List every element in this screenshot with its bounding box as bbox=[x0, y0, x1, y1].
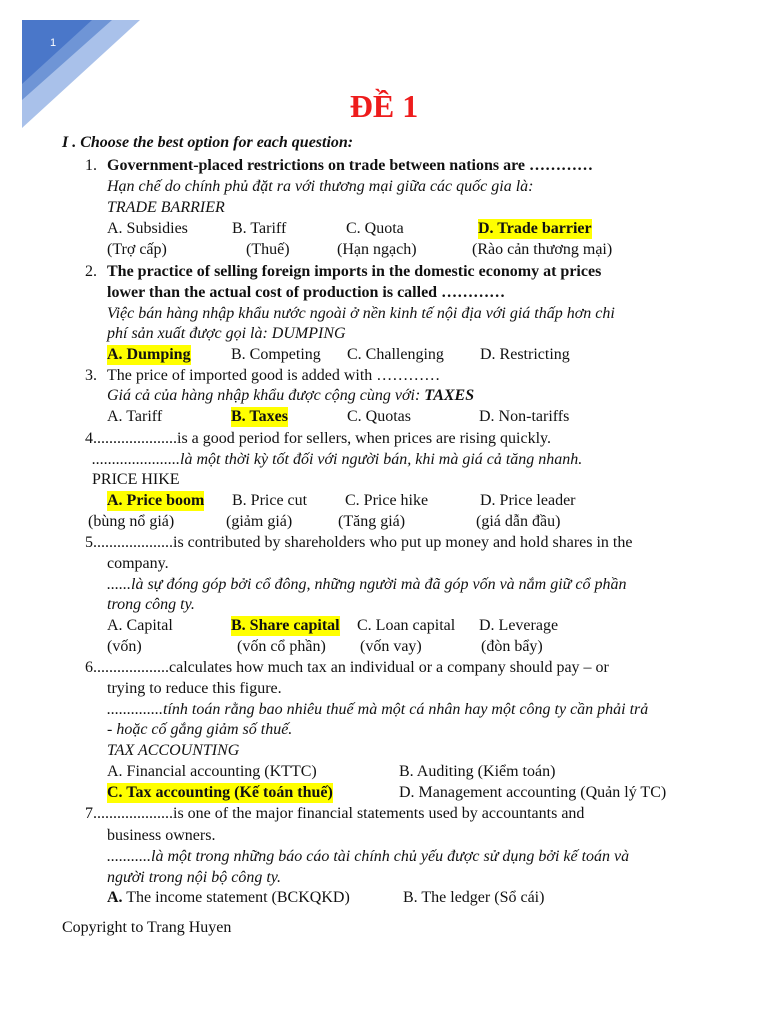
q7-option-b: B. The ledger (Sổ cái) bbox=[403, 889, 545, 906]
q7-vi-line1: ...........là một trong những báo cáo tài chính chủ yếu được sử dụng bởi kế toán và bbox=[107, 848, 630, 865]
q7-option-a: A. The income statement (BCKQKD) bbox=[107, 889, 350, 906]
q5-vi-option-c: (vốn vay) bbox=[360, 638, 422, 655]
q7-vi-line2: người trong nội bộ công ty. bbox=[107, 869, 281, 886]
q5-option-d: D. Leverage bbox=[479, 617, 559, 634]
q4-vi-option-c: (Tăng giá) bbox=[338, 513, 406, 530]
q5-option-c: C. Loan capital bbox=[357, 617, 456, 634]
q4-answer: PRICE HIKE bbox=[92, 471, 180, 488]
q2-number: 2. bbox=[85, 263, 97, 280]
q5-text-line2: company. bbox=[107, 555, 169, 572]
q6-vi-line2: - hoặc cố gắng giảm số thuế. bbox=[107, 721, 293, 738]
q1-answer: TRADE BARRIER bbox=[107, 199, 225, 216]
q4-vi-option-d: (giá dẫn đầu) bbox=[476, 513, 561, 530]
q1-vi-option-b: (Thuế) bbox=[246, 241, 290, 258]
q6-text-line1: 6...................calculates how much tax an individual or a company should pay – or bbox=[85, 659, 609, 676]
q2-option-b: B. Competing bbox=[231, 346, 321, 363]
q5-vi-line2: trong công ty. bbox=[107, 596, 195, 613]
q6-text-line2: trying to reduce this figure. bbox=[107, 680, 282, 697]
q1-option-c: C. Quota bbox=[346, 220, 404, 237]
q6-answer: TAX ACCOUNTING bbox=[107, 742, 240, 759]
q3-option-d: D. Non-tariffs bbox=[479, 408, 570, 425]
q7-text-line2: business owners. bbox=[107, 827, 216, 844]
q4-option-d: D. Price leader bbox=[480, 492, 576, 509]
q1-option-b: B. Tariff bbox=[232, 220, 287, 237]
q5-vi-option-d: (đòn bẩy) bbox=[481, 638, 543, 655]
q2-vi-line2: phí sản xuất được gọi là: DUMPING bbox=[107, 325, 346, 342]
q2-text-line2: lower than the actual cost of production is called ………… bbox=[107, 284, 506, 301]
q5-option-b: B. Share capital bbox=[231, 617, 340, 634]
q3-option-b: B. Taxes bbox=[231, 408, 288, 425]
q5-text-line1: 5....................is contributed by shareholders who put up money and hold shares in the bbox=[85, 534, 633, 551]
q5-vi-line1: ......là sự đóng góp bởi cổ đông, những người mà đã góp vốn và nắm giữ cổ phần bbox=[107, 576, 627, 593]
q5-vi-option-b: (vốn cổ phần) bbox=[237, 638, 326, 655]
q4-vi: ......................là một thời kỳ tốt đối với người bán, khi mà giá cả tăng nhanh. bbox=[92, 451, 583, 468]
q5-vi-option-a: (vốn) bbox=[107, 638, 142, 655]
footer-copyright: Copyright to Trang Huyen bbox=[62, 919, 232, 936]
q1-vi-option-a: (Trợ cấp) bbox=[107, 241, 167, 258]
q6-option-b: B. Auditing (Kiểm toán) bbox=[399, 763, 556, 780]
q3-text: The price of imported good is added with ………… bbox=[107, 367, 441, 384]
q4-text: 4.....................is a good period for sellers, when prices are rising quickly. bbox=[85, 430, 551, 447]
q6-option-c: C. Tax accounting (Kế toán thuế) bbox=[107, 784, 333, 801]
q3-number: 3. bbox=[85, 367, 97, 384]
q4-vi-option-a: (bùng nổ giá) bbox=[88, 513, 175, 530]
q5-option-a: A. Capital bbox=[107, 617, 173, 634]
q1-vi: Hạn chế do chính phủ đặt ra với thương mại giữa các quốc gia là: bbox=[107, 178, 534, 195]
page-number: 1 bbox=[50, 37, 57, 49]
q4-option-b: B. Price cut bbox=[232, 492, 308, 509]
q4-option-c: C. Price hike bbox=[345, 492, 429, 509]
section-heading: I . Choose the best option for each question: bbox=[62, 134, 354, 151]
q6-option-a: A. Financial accounting (KTTC) bbox=[107, 763, 317, 780]
q1-option-d: D. Trade barrier bbox=[478, 220, 592, 237]
q6-vi-line1: ..............tính toán rằng bao nhiêu thuế mà một cá nhân hay một công ty cần phải trả bbox=[107, 701, 649, 718]
q2-option-c: C. Challenging bbox=[347, 346, 444, 363]
q3-option-a: A. Tariff bbox=[107, 408, 163, 425]
q1-option-a: A. Subsidies bbox=[107, 220, 188, 237]
q1-number: 1. bbox=[85, 157, 97, 174]
q2-vi-line1: Việc bán hàng nhập khẩu nước ngoài ở nền kinh tế nội địa với giá thấp hơn chi bbox=[107, 305, 615, 322]
q6-option-d: D. Management accounting (Quản lý TC) bbox=[399, 784, 667, 801]
q2-option-a: A. Dumping bbox=[107, 346, 191, 363]
q3-vi: Giá cả của hàng nhập khẩu được cộng cùng với: TAXES bbox=[107, 387, 475, 404]
q3-answer: TAXES bbox=[424, 387, 475, 404]
page-title: ĐỀ 1 bbox=[349, 88, 419, 124]
q1-vi-option-d: (Rào cản thương mại) bbox=[472, 241, 613, 258]
q1-vi-option-c: (Hạn ngạch) bbox=[337, 241, 417, 258]
q4-option-a: A. Price boom bbox=[107, 492, 205, 509]
q2-option-d: D. Restricting bbox=[480, 346, 570, 363]
q1-text: Government-placed restrictions on trade between nations are ………… bbox=[107, 157, 594, 174]
q7-text-line1: 7....................is one of the major financial statements used by accountants and bbox=[85, 805, 585, 822]
q2-text-line1: The practice of selling foreign imports in the domestic economy at prices bbox=[107, 263, 602, 280]
q4-vi-option-b: (giảm giá) bbox=[226, 513, 293, 530]
q3-option-c: C. Quotas bbox=[347, 408, 411, 425]
